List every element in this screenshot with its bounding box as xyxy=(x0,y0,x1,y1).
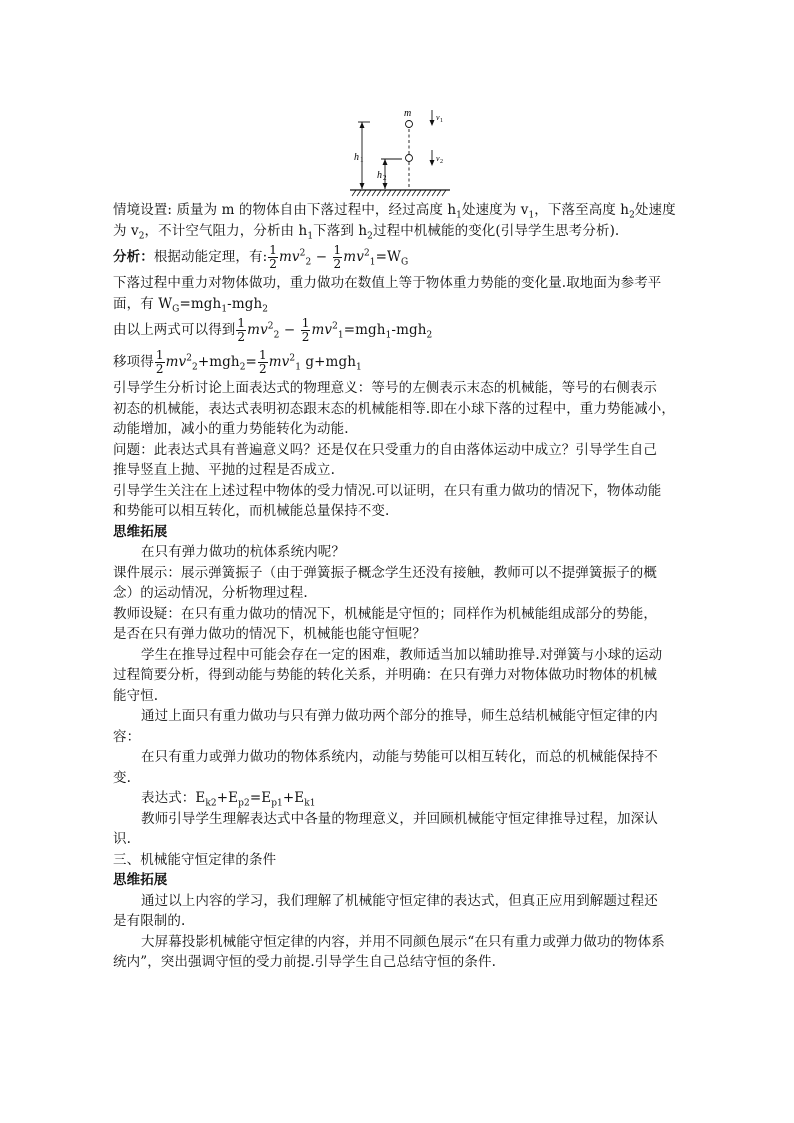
paragraph-work-line-1: 下落过程中重力对物体做功，重力做功在数值上等于物体重力势能的变化量.取地面为参考平 xyxy=(113,275,662,291)
paragraph-derivation-line-2: 过程简要分析，得到动能与势能的转化关系，并明确：在只有弹力对物体做功时物体的机械 xyxy=(113,667,657,683)
paragraph-projection-line-1: 大屏幕投影机械能守恒定律的内容，并用不同颜色展示“在只有重力或弹力做功的物体系 xyxy=(141,933,665,950)
svg-text:1: 1 xyxy=(440,118,443,124)
rearranged-equation-line: 移项得 $\frac{1}{2}$ $mv^2_2+mgh_2=$ $\frac{1}{2}$ $mv^2_1$ g+mgh$_1$ xyxy=(113,348,362,376)
ball-bottom xyxy=(406,155,413,162)
h1-label: h xyxy=(354,152,359,163)
paragraph-law-line-1: 在只有重力或弹力做功的物体系统内，动能与势能可以相互转化，而总的机械能保持不 xyxy=(141,749,658,765)
fraction-half: $\frac{1}{2}$ xyxy=(258,348,267,376)
svg-text:1: 1 xyxy=(360,156,364,164)
paragraph-question-line-1: 问题：此表达式具有普遍意义吗？还是仅在只受重力的自由落体运动中成立？引导学生自己 xyxy=(113,441,657,458)
fraction-half: $\frac{1}{2}$ xyxy=(237,316,246,344)
paragraph-teacher-question-line-1: 教师设疑：在只有重力做功的情况下，机械能是守恒的；同样作为机械能组成部分的势能， xyxy=(113,605,657,622)
mass-label: m xyxy=(404,108,412,119)
expression-line: 表达式：$E_{k2}+E_{p2}=E_{p1}+E_{k1}$ xyxy=(141,790,316,809)
paragraph-summary-line-1: 通过上面只有重力做功与只有弹力做功两个部分的推导，师生总结机械能守恒定律的内 xyxy=(141,708,658,724)
analysis-equation-line: 分析：根据动能定理，有: $\frac{1}{2}$ $mv^2_2$ − $\frac{1}{2}$ $mv^2_1=W_G$ xyxy=(113,243,409,271)
paragraph-question-line-2: 推导竖直上抛、平抛的过程是否成立. xyxy=(113,462,335,478)
paragraph-proof-line-1: 引导学生关注在上述过程中物体的受力情况.可以证明，在只有重力做功的情况下，物体动能 xyxy=(113,482,662,499)
paragraph-proof-line-2: 和势能可以相互转化，而机械能总量保持不变. xyxy=(113,503,390,519)
paragraph-summary-line-2: 容： xyxy=(113,728,141,745)
paragraph-limitation-line-2: 是有限制的. xyxy=(113,913,186,929)
section-3-heading: 三、机械能守恒定律的条件 xyxy=(113,851,277,868)
paragraph-limitation-line-1: 通过以上内容的学习，我们理解了机械能守恒定律的表达式，但真正应用到解题过程还 xyxy=(141,892,658,909)
ball-top xyxy=(406,121,413,128)
v2-label: v xyxy=(436,154,440,163)
heading-thinking-extension-1: 思维拓展 xyxy=(113,523,168,540)
fraction-half: $\frac{1}{2}$ xyxy=(155,348,164,376)
paragraph-teacher-question-line-2: 是否在只有弹力做功的情况下，机械能也能守恒呢？ xyxy=(113,626,426,642)
v1-label: v xyxy=(436,113,440,122)
document-body xyxy=(113,200,683,973)
paragraph-derivation-line-3: 能守恒. xyxy=(113,687,159,704)
heading-thinking-extension-2: 思维拓展 xyxy=(113,872,168,888)
h2-label: h xyxy=(377,170,382,181)
falling-object-diagram xyxy=(340,104,456,198)
ground-hatching xyxy=(352,190,446,196)
paragraph-work-line-2: 面，有 $W_G=mgh_1-mgh_2$ xyxy=(113,295,269,315)
paragraph-scenario-line-2: 为 $v_2$，不计空气阻力，分析由 $h_1$下落到 $h_2$过程中机械能的变化(引导学生思考分析). xyxy=(113,222,620,242)
fraction-half: $\frac{1}{2}$ xyxy=(301,316,310,344)
paragraph-scenario-line-1: 情境设置: 质量为 m 的物体自由下落过程中，经过高度 $h_1$处速度为 $v_1$，下落至高度 $h_2$处速度 xyxy=(113,202,676,221)
fraction-half: $\frac{1}{2}$ xyxy=(333,243,342,271)
paragraph-meaning-line-1: 引导学生分析讨论上面表达式的物理意义：等号的左侧表示末态的机械能，等号的右侧表示 xyxy=(113,380,657,396)
paragraph-courseware-line-1: 课件展示：展示弹簧振子（由于弹簧振子概念学生还没有接触，教师可以不提弹簧振子的概 xyxy=(113,564,657,581)
paragraph-law-line-2: 变. xyxy=(113,769,131,786)
svg-text:2: 2 xyxy=(383,174,387,182)
paragraph-review-line-1: 教师引导学生理解表达式中各量的物理意义，并回顾机械能守恒定律推导过程，加深认 xyxy=(141,810,658,827)
paragraph-review-line-2: 识. xyxy=(113,831,131,847)
analysis-label: 分析： xyxy=(113,249,154,265)
paragraph-derivation-line-1: 学生在推导过程中可能会存在一定的困难，教师适当加以辅助推导.对弹簧与小球的运动 xyxy=(141,646,663,663)
paragraph-meaning-line-2: 初态的机械能，表达式表明初态跟末态的机械能相等.即在小球下落的过程中，重力势能减小， xyxy=(113,400,675,417)
fraction-half: $\frac{1}{2}$ xyxy=(269,243,278,271)
paragraph-projection-line-2: 统内”，突出强调守恒的受力前提.引导学生自己总结守恒的条件. xyxy=(113,954,496,970)
paragraph-elastic-question: 在只有弹力做功的杭体系统内呢？ xyxy=(141,544,345,560)
paragraph-courseware-line-2: 念）的运动情况，分析物理过程. xyxy=(113,585,308,601)
paragraph-meaning-line-3: 动能增加，减小的重力势能转化为动能. xyxy=(113,421,349,437)
svg-text:2: 2 xyxy=(440,159,443,165)
combined-equation-line: 由以上两式可以得到 $\frac{1}{2}$ $mv^2_2$ − $\frac{1}{2}$ $mv^2_1=mgh_1-mgh_2$ xyxy=(113,316,433,344)
